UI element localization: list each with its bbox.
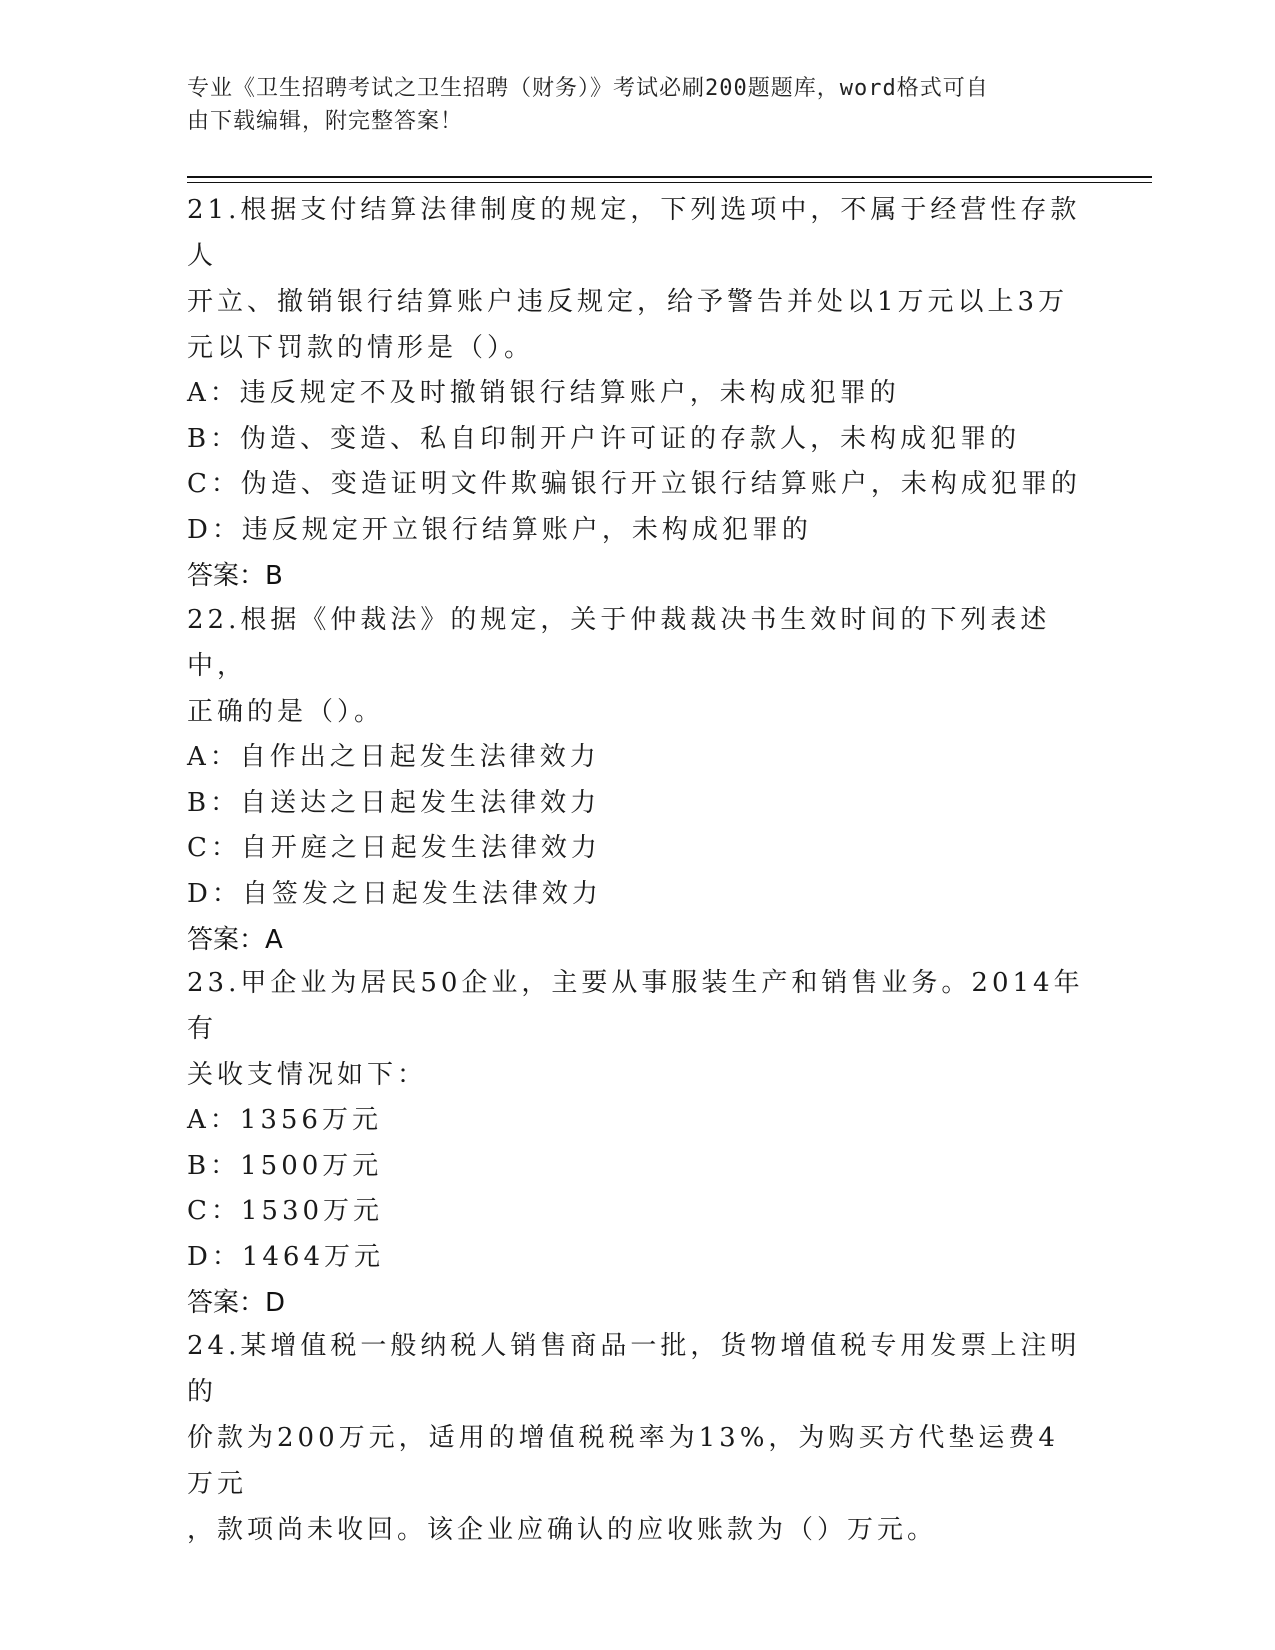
stem-line: 22.根据《仲裁法》的规定，关于仲裁裁决书生效时间的下列表述中， bbox=[187, 605, 1051, 681]
stem-line: 21.根据支付结算法律制度的规定，下列选项中，不属于经营性存款人 bbox=[187, 195, 1081, 271]
header-divider-thin bbox=[187, 182, 1152, 183]
option-a: A：自作出之日起发生法律效力 bbox=[187, 742, 600, 772]
stem-line: 正确的是（）。 bbox=[187, 697, 385, 727]
stem-line: 24.某增值税一般纳税人销售商品一批，货物增值税专用发票上注明的 bbox=[187, 1331, 1081, 1407]
stem-line: 关收支情况如下： bbox=[187, 1060, 428, 1090]
stem-line: ，款项尚未收回。该企业应确认的应收账款为（）万元。 bbox=[187, 1515, 938, 1545]
option-d: D：违反规定开立银行结算账户，未构成犯罪的 bbox=[187, 514, 812, 545]
option-d: D：自签发之日起发生法律效力 bbox=[187, 878, 602, 909]
document-header bbox=[187, 72, 1067, 138]
header-title-line-1: 专业《卫生招聘考试之卫生招聘（财务）》考试必刷200题题库，word格式可自 bbox=[187, 76, 989, 101]
question-23 bbox=[187, 960, 1087, 1326]
option-a: A：违反规定不及时撤销银行结算账户，未构成犯罪的 bbox=[187, 378, 900, 408]
question-stem bbox=[187, 1323, 1087, 1553]
option-a: A：1356万元 bbox=[187, 1105, 382, 1135]
header-title-line-2: 由下载编辑，附完整答案！ bbox=[187, 109, 464, 134]
option-c: C：伪造、变造证明文件欺骗银行开立银行结算账户，未构成犯罪的 bbox=[187, 469, 1081, 499]
option-b: B：伪造、变造、私自印制开户许可证的存款人，未构成犯罪的 bbox=[187, 423, 1021, 454]
option-d: D：1464万元 bbox=[187, 1241, 385, 1272]
stem-line: 价款为200万元，适用的增值税税率为13%，为购买方代垫运费4万元 bbox=[187, 1423, 1059, 1499]
question-stem bbox=[187, 597, 1087, 735]
header-divider-thick bbox=[187, 176, 1152, 178]
stem-line: 元以下罚款的情形是（）。 bbox=[187, 333, 535, 363]
question-24 bbox=[187, 1323, 1087, 1553]
question-22 bbox=[187, 597, 1087, 963]
option-c: C：1530万元 bbox=[187, 1196, 384, 1226]
question-stem bbox=[187, 960, 1087, 1098]
option-b: B：1500万元 bbox=[187, 1150, 383, 1181]
answer-label: 答案：B bbox=[187, 561, 283, 591]
answer-label: 答案：D bbox=[187, 1288, 286, 1318]
stem-line: 开立、撤销银行结算账户违反规定，给予警告并处以1万元以上3万 bbox=[187, 287, 1069, 317]
option-c: C：自开庭之日起发生法律效力 bbox=[187, 833, 601, 863]
question-stem bbox=[187, 187, 1087, 371]
answer-label: 答案：A bbox=[187, 925, 283, 955]
question-21 bbox=[187, 187, 1087, 599]
option-b: B：自送达之日起发生法律效力 bbox=[187, 787, 601, 818]
stem-line: 23.甲企业为居民50企业，主要从事服装生产和销售业务。2014年有 bbox=[187, 968, 1084, 1044]
